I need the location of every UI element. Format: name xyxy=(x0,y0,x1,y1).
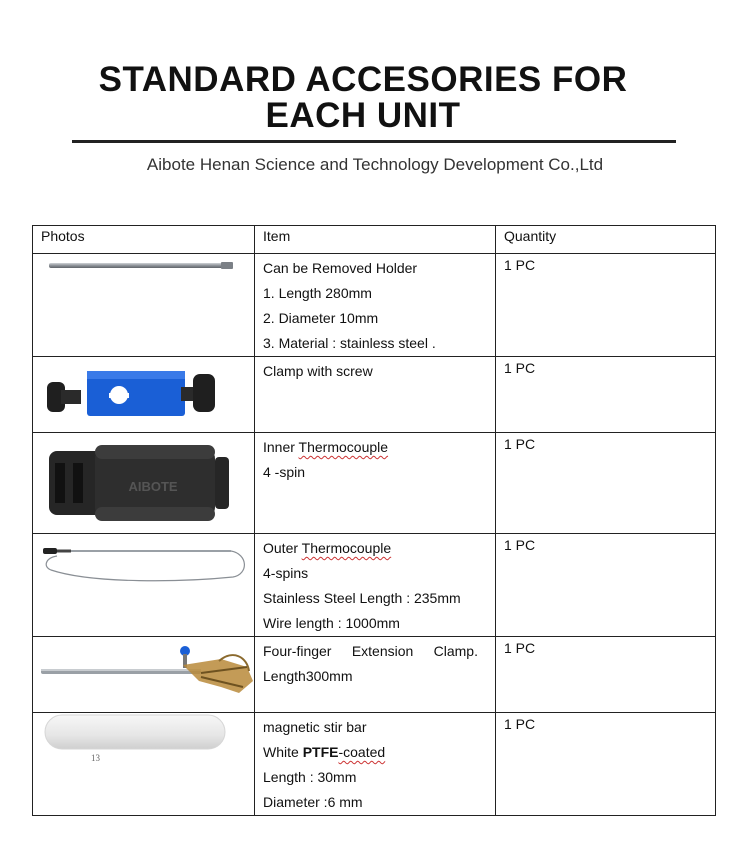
page-title xyxy=(0,62,726,134)
photo-label: 13 xyxy=(91,753,100,763)
item-spec: 2. Diameter 10mm xyxy=(263,310,379,326)
item-name xyxy=(263,536,495,561)
item-spec xyxy=(263,740,495,765)
quantity-cell: 1 PC xyxy=(496,713,716,816)
title-line-2: EACH UNIT xyxy=(265,96,461,135)
item-cell xyxy=(255,534,496,637)
item-name-word: Extension xyxy=(351,643,414,659)
header-photos: Photos xyxy=(33,226,255,254)
item-spec: Length : 30mm xyxy=(263,769,357,785)
holder-rod-photo xyxy=(33,254,255,357)
item-spec-word: -coated xyxy=(338,744,386,760)
product-logo-text: AIBOTE xyxy=(128,479,178,494)
quantity-cell: 1 PC xyxy=(496,637,716,713)
item-spec: Diameter :6 mm xyxy=(263,794,363,810)
table-row xyxy=(33,713,716,816)
table-row xyxy=(33,534,716,637)
inner-thermocouple-photo xyxy=(33,433,255,534)
clamp-with-screw-photo xyxy=(33,357,255,433)
outer-thermocouple-photo xyxy=(33,534,255,637)
quantity-cell: 1 PC xyxy=(496,433,716,534)
quantity-cell: 1 PC xyxy=(496,357,716,433)
item-spec-prefix: White xyxy=(263,744,303,760)
item-cell xyxy=(255,637,496,713)
item-cell xyxy=(255,254,496,357)
table-row xyxy=(33,637,716,713)
item-name: Can be Removed Holder xyxy=(263,260,418,276)
item-name xyxy=(263,435,495,460)
stir-bar-photo xyxy=(33,713,255,816)
item-name-prefix: Outer xyxy=(263,540,302,556)
item-name: Clamp with screw xyxy=(263,363,373,379)
title-line-1: STANDARD ACCESORIES FOR xyxy=(98,60,628,99)
table-row xyxy=(33,433,716,534)
header-quantity: Quantity xyxy=(496,226,716,254)
accessories-table xyxy=(32,225,716,816)
item-spec: 3. Material : stainless steel . xyxy=(263,335,436,351)
extension-clamp-photo xyxy=(33,637,255,713)
item-spec: Stainless Steel Length : 235mm xyxy=(263,590,461,606)
item-cell xyxy=(255,713,496,816)
table-row xyxy=(33,254,716,357)
item-name: magnetic stir bar xyxy=(263,719,367,735)
item-cell xyxy=(255,433,496,534)
company-name: Aibote Henan Science and Technology Development Co.,Ltd xyxy=(146,155,604,174)
item-cell xyxy=(255,357,496,433)
quantity-cell: 1 PC xyxy=(496,534,716,637)
quantity-cell: 1 PC xyxy=(496,254,716,357)
item-name-word: Four-finger xyxy=(263,643,332,659)
item-spec: 4-spins xyxy=(263,565,309,581)
item-spec: Length300mm xyxy=(263,668,353,684)
item-spec: 4 -spin xyxy=(263,464,306,480)
item-name-word: Thermocouple xyxy=(301,540,392,556)
item-name-prefix: Inner xyxy=(263,439,299,455)
title-divider xyxy=(72,140,676,143)
item-spec-bold: PTFE xyxy=(302,744,339,760)
item-name xyxy=(263,639,478,664)
item-name-word: Clamp. xyxy=(433,643,478,659)
table-header-row xyxy=(33,226,716,254)
header-item: Item xyxy=(255,226,496,254)
table-row xyxy=(33,357,716,433)
item-spec: Wire length : 1000mm xyxy=(263,615,400,631)
item-name-word: Thermocouple xyxy=(298,439,389,455)
item-spec: 1. Length 280mm xyxy=(263,285,372,301)
